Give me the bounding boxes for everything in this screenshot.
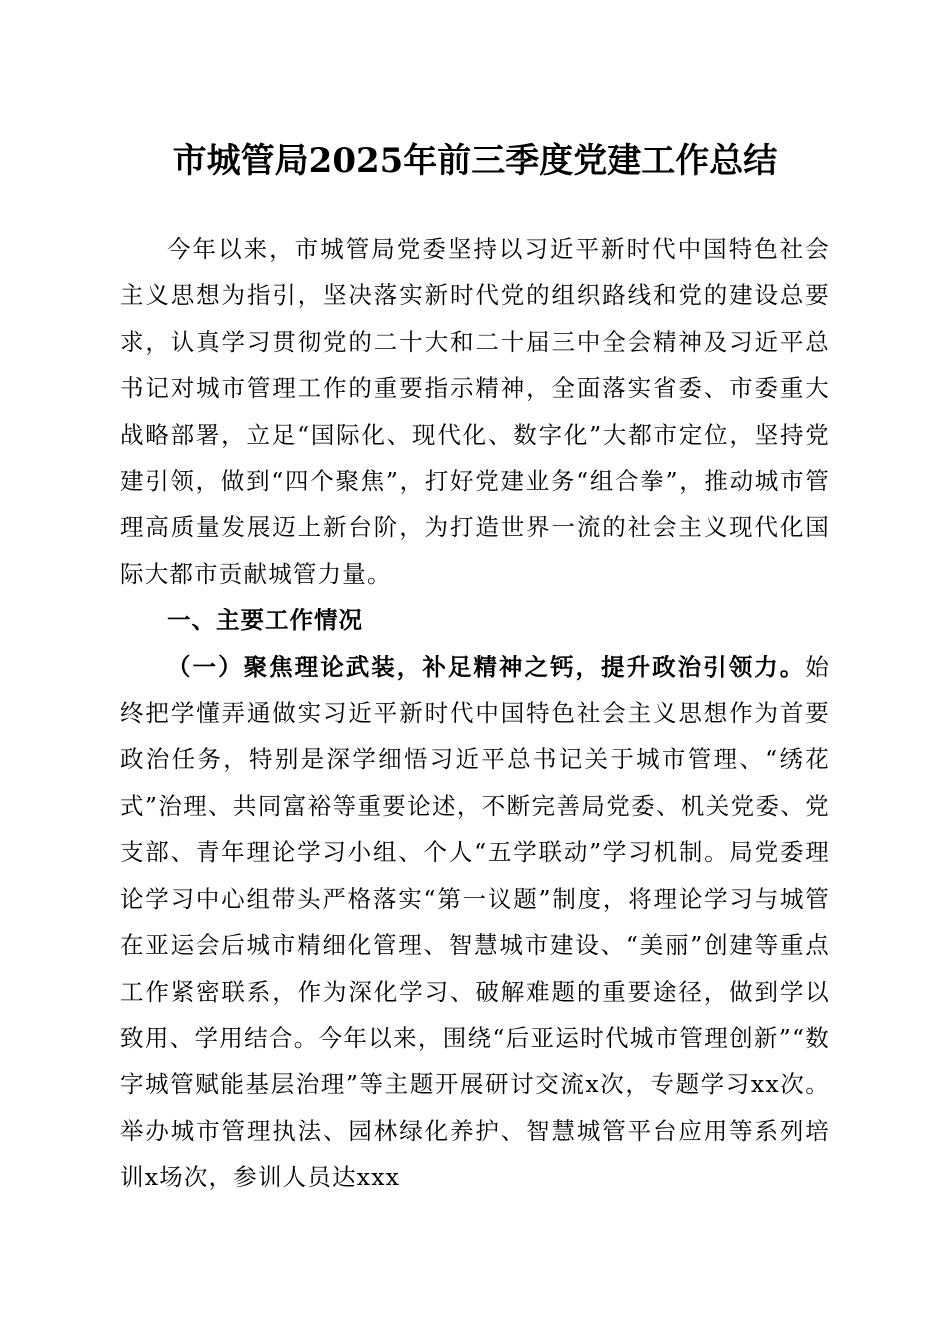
subsection-body-1: 始终把学懂弄通做实习近平新时代中国特色社会主义思想作为首要政治任务，特别是深学细悟习近平总书记关于城市管理、“绣花式”治理、共同富裕等重要论述，不断完善局党委、机关党委、党支部、青年理论学习小组、个人“五学联动”学习机制。局党委理论学习中心组带头严格落实“第一议题”制度，将理论学习与城管在亚运会后城市精细化管理、智慧城市建设、“美丽”创建等重点工作紧密联系，作为深化学习、破解难题的重要途径，做到学以致用、学用结合。今年以来，围绕“后亚运时代城市管理创新”“数字城管赋能基层治理”等主题开展研讨交流x次，专题学习xx次。举办城市管理执法、园林绿化养护、智慧城管平台应用等系列培训x场次，参训人员达xxx — [120, 652, 830, 1192]
section-heading-main-work: 一、主要工作情况 — [167, 606, 363, 635]
document-title: 市城管局2025年前三季度党建工作总结 — [172, 141, 778, 181]
subsection-paragraph-1 — [120, 644, 830, 1201]
intro-paragraph: 今年以来，市城管局党委坚持以习近平新时代中国特色社会主义思想为指引，坚决落实新时代党的组织路线和党的建设总要求，认真学习贯彻党的二十大和二十届三中全会精神及习近平总书记对城市管理工作的重要指示精神，全面落实省委、市委重大战略部署，立足“国际化、现代化、数字化”大都市定位，坚持党建引领，做到“四个聚焦”，打好党建业务“组合拳”，推动城市管理高质量发展迈上新台阶，为打造世界一流的社会主义现代化国际大都市贡献城管力量。 — [120, 235, 830, 588]
document-body — [120, 226, 830, 1201]
subsection-heading-1: （一）聚焦理论武装，补足精神之钙，提升政治引领力。 — [167, 652, 806, 681]
